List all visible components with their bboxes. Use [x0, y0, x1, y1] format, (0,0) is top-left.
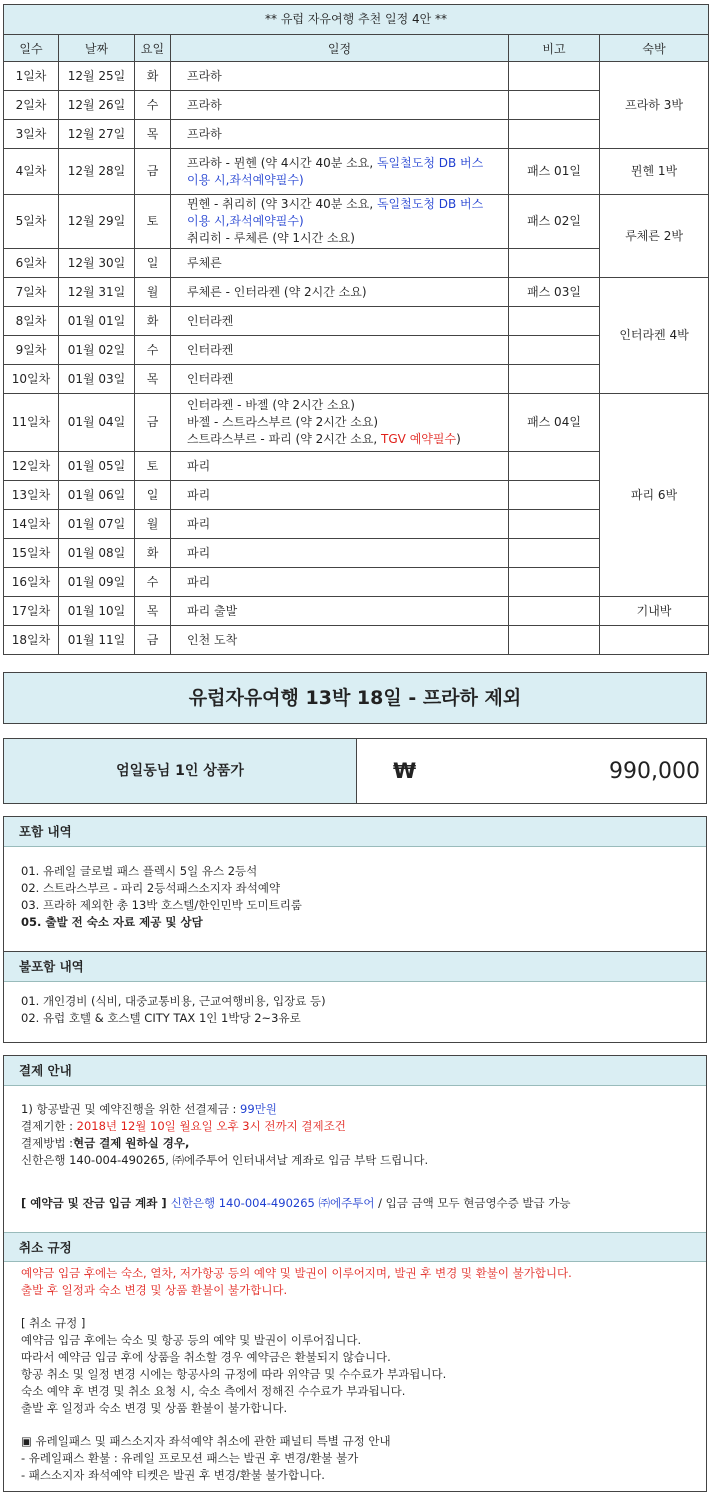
header-schedule: 일정 [171, 35, 509, 62]
note-cell: 패스 02일 [509, 195, 600, 249]
price-label: 엄일동님 1인 상품가 [4, 739, 357, 803]
payment-text: 1) 항공발권 및 예약진행을 위한 선결제금 : [21, 1102, 241, 1116]
schedule-cell: 파리 [171, 481, 509, 510]
schedule-cell: 루체른 [171, 249, 509, 278]
note-cell [509, 120, 600, 149]
note-cell [509, 249, 600, 278]
weekday-cell: 금 [135, 394, 171, 452]
schedule-cell [171, 149, 509, 195]
date-cell: 12월 26일 [59, 91, 135, 120]
day-cell: 2일차 [4, 91, 59, 120]
table-row [4, 626, 709, 655]
schedule-cell [171, 394, 509, 452]
note-cell: 패스 01일 [509, 149, 600, 195]
schedule-text: 뮌헨 - 취리히 (약 3시간 40분 소요, [187, 197, 377, 211]
payment-method: 현금 결제 원하실 경우, [72, 1136, 190, 1150]
table-row [4, 195, 709, 249]
weekday-cell: 화 [135, 539, 171, 568]
schedule-text: 바젤 - 스트라스부르 (약 2시간 소요) [187, 415, 379, 429]
note-cell: 패스 03일 [509, 278, 600, 307]
note-cell [509, 91, 600, 120]
payment-line [21, 1101, 689, 1118]
note-cell [509, 626, 600, 655]
table-row [4, 149, 709, 195]
date-cell: 01월 02일 [59, 336, 135, 365]
list-item: 01. 개인경비 (식비, 대중교통비용, 근교여행비용, 입장료 등) [21, 994, 326, 1008]
schedule-cell: 프라하 [171, 62, 509, 91]
day-cell: 8일차 [4, 307, 59, 336]
account-line [21, 1195, 689, 1212]
payment-heading: 결제 안내 [4, 1056, 706, 1086]
included-list [4, 847, 706, 951]
included-excluded-section [3, 816, 707, 1043]
header-stay: 숙박 [600, 35, 709, 62]
product-title: 유럽자유여행 13박 18일 - 프라하 제외 [3, 672, 707, 724]
weekday-cell: 일 [135, 249, 171, 278]
note-cell [509, 452, 600, 481]
schedule-text: 스트라스부르 - 파리 (약 2시간 소요, [187, 432, 382, 446]
deadline-text: 2018년 12월 10일 월요일 오후 3시 전까지 결제조건 [76, 1119, 346, 1133]
header-day: 일수 [4, 35, 59, 62]
stay-cell: 파리 6박 [600, 394, 709, 597]
schedule-text: 취리히 - 루체른 (약 1시간 소요) [187, 231, 355, 245]
weekday-cell: 월 [135, 278, 171, 307]
note-cell [509, 568, 600, 597]
day-cell: 4일차 [4, 149, 59, 195]
weekday-cell: 목 [135, 365, 171, 394]
day-cell: 1일차 [4, 62, 59, 91]
day-cell: 3일차 [4, 120, 59, 149]
cancel-rule: 항공 취소 및 일정 변경 시에는 항공사의 규정에 따라 위약금 및 수수료가 부과됩니다. [21, 1367, 447, 1381]
date-cell: 12월 25일 [59, 62, 135, 91]
cancel-warning: 예약금 입금 후에는 숙소, 열차, 저가항공 등의 예약 및 발권이 이루어지며, 발권 후 변경 및 환불이 불가합니다. [21, 1266, 572, 1280]
date-cell: 01월 11일 [59, 626, 135, 655]
account-note: / 입금 금액 모두 현금영수증 발급 가능 [374, 1196, 571, 1210]
date-cell: 01월 08일 [59, 539, 135, 568]
date-cell: 12월 29일 [59, 195, 135, 249]
payment-body [4, 1086, 706, 1232]
note-cell [509, 307, 600, 336]
weekday-cell: 금 [135, 626, 171, 655]
weekday-cell: 금 [135, 149, 171, 195]
cancel-warning: 출발 후 일정과 숙소 변경 및 상품 환불이 불가합니다. [21, 1283, 288, 1297]
header-row [4, 35, 709, 62]
cancel-body [4, 1262, 706, 1484]
included-heading: 포함 내역 [4, 817, 706, 847]
schedule-cell: 파리 [171, 568, 509, 597]
deposit-amount: 99만원 [240, 1102, 277, 1116]
note-cell [509, 365, 600, 394]
day-cell: 14일차 [4, 510, 59, 539]
list-item: 02. 유럽 호텔 & 호스텔 CITY TAX 1인 1박당 2~3유로 [21, 1011, 301, 1025]
table-row [4, 394, 709, 452]
list-item: 02. 스트라스부르 - 파리 2등석패스소지자 좌석예약 [21, 881, 281, 895]
date-cell: 01월 05일 [59, 452, 135, 481]
day-cell: 9일차 [4, 336, 59, 365]
note-cell [509, 336, 600, 365]
day-cell: 7일차 [4, 278, 59, 307]
payment-line: 신한은행 140-004-490265, ㈜에주투어 인터내셔날 계좌로 입금 부탁 드립니다. [21, 1153, 429, 1167]
itinerary-title: ** 유럽 자유여행 추천 일정 4안 ** [4, 5, 709, 35]
list-item: 03. 프라하 제외한 총 13박 호스텔/한인민박 도미트리룸 [21, 898, 302, 912]
cancel-rule: 예약금 입금 후에는 숙소 및 항공 등의 예약 및 발권이 이루어집니다. [21, 1333, 362, 1347]
header-date: 날짜 [59, 35, 135, 62]
stay-cell: 프라하 3박 [600, 62, 709, 149]
highlight-text: 독일철도청 DB 버스 [376, 197, 484, 211]
day-cell: 5일차 [4, 195, 59, 249]
payment-line [21, 1135, 689, 1152]
payment-text: 결제기한 : [21, 1119, 77, 1133]
schedule-text: ) [456, 432, 461, 446]
day-cell: 10일차 [4, 365, 59, 394]
schedule-cell: 프라하 [171, 91, 509, 120]
date-cell: 01월 01일 [59, 307, 135, 336]
list-item: 01. 유레일 글로벌 패스 플렉시 5일 유스 2등석 [21, 864, 258, 878]
date-cell: 01월 09일 [59, 568, 135, 597]
weekday-cell: 수 [135, 568, 171, 597]
stay-cell: 인터라켄 4박 [600, 278, 709, 394]
date-cell: 01월 10일 [59, 597, 135, 626]
note-cell: 패스 04일 [509, 394, 600, 452]
highlight-text: 독일철도청 DB 버스 [376, 155, 484, 170]
schedule-cell: 파리 [171, 510, 509, 539]
price-row [3, 738, 707, 804]
excluded-list [4, 982, 706, 1027]
weekday-cell: 월 [135, 510, 171, 539]
currency-symbol: ₩ [393, 759, 417, 783]
header-note: 비고 [509, 35, 600, 62]
penalty-rule: - 패스소지자 좌석예약 티켓은 발권 후 변경/환불 불가합니다. [21, 1468, 325, 1482]
table-row [4, 278, 709, 307]
date-cell: 01월 07일 [59, 510, 135, 539]
table-row [4, 597, 709, 626]
weekday-cell: 수 [135, 91, 171, 120]
weekday-cell: 화 [135, 62, 171, 91]
note-cell [509, 481, 600, 510]
price-value-box [357, 739, 706, 803]
stay-cell [600, 626, 709, 655]
weekday-cell: 목 [135, 120, 171, 149]
penalty-rule: ▣ 유레일패스 및 패스소지자 좌석예약 취소에 관한 패널티 특별 규정 안내 [21, 1434, 391, 1448]
excluded-heading: 불포함 내역 [4, 952, 706, 982]
warning-text: TGV 예약필수 [381, 432, 457, 446]
date-cell: 12월 31일 [59, 278, 135, 307]
day-cell: 12일차 [4, 452, 59, 481]
note-cell [509, 510, 600, 539]
cancel-rule: [ 취소 규정 ] [21, 1316, 86, 1330]
schedule-cell: 루체른 - 인터라켄 (약 2시간 소요) [171, 278, 509, 307]
cancel-heading: 취소 규정 [4, 1232, 706, 1262]
schedule-cell: 파리 출발 [171, 597, 509, 626]
day-cell: 18일차 [4, 626, 59, 655]
date-cell: 01월 04일 [59, 394, 135, 452]
schedule-cell: 인터라켄 [171, 336, 509, 365]
day-cell: 17일차 [4, 597, 59, 626]
date-cell: 12월 27일 [59, 120, 135, 149]
penalty-rule: - 유레일패스 환불 : 유레일 프로모션 패스는 발권 후 변경/환불 불가 [21, 1451, 359, 1465]
day-cell: 13일차 [4, 481, 59, 510]
stay-cell: 기내박 [600, 597, 709, 626]
cancel-rule: 따라서 예약금 입금 후에 상품을 취소할 경우 예약금은 환불되지 않습니다. [21, 1350, 391, 1364]
weekday-cell: 토 [135, 195, 171, 249]
stay-cell: 뮌헨 1박 [600, 149, 709, 195]
schedule-cell: 프라하 [171, 120, 509, 149]
day-cell: 11일차 [4, 394, 59, 452]
account-label: [ 예약금 및 잔금 입금 계좌 ] [21, 1196, 171, 1210]
note-cell [509, 597, 600, 626]
schedule-cell: 인천 도착 [171, 626, 509, 655]
weekday-cell: 목 [135, 597, 171, 626]
highlight-text: 이용 시,좌석예약필수) [187, 214, 304, 228]
itinerary-table [3, 4, 709, 655]
table-row [4, 62, 709, 91]
schedule-cell: 파리 [171, 452, 509, 481]
schedule-cell: 파리 [171, 539, 509, 568]
note-cell [509, 539, 600, 568]
price-amount: 990,000 [609, 758, 700, 784]
schedule-cell: 인터라켄 [171, 365, 509, 394]
account-number: 신한은행 140-004-490265 ㈜에주투어 [170, 1196, 375, 1210]
weekday-cell: 수 [135, 336, 171, 365]
itinerary-section [3, 4, 708, 655]
highlight-text: 이용 시,좌석예약필수) [187, 172, 304, 187]
header-weekday: 요일 [135, 35, 171, 62]
schedule-text: 프라하 - 뮌헨 (약 4시간 40분 소요, [187, 155, 377, 170]
date-cell: 12월 28일 [59, 149, 135, 195]
date-cell: 01월 03일 [59, 365, 135, 394]
day-cell: 15일차 [4, 539, 59, 568]
schedule-text: 인터라켄 - 바젤 (약 2시간 소요) [187, 398, 355, 412]
weekday-cell: 화 [135, 307, 171, 336]
date-cell: 12월 30일 [59, 249, 135, 278]
schedule-cell: 인터라켄 [171, 307, 509, 336]
list-item: 05. 출발 전 숙소 자료 제공 및 상담 [21, 915, 203, 929]
cancel-rule: 출발 후 일정과 숙소 변경 및 상품 환불이 불가합니다. [21, 1401, 288, 1415]
weekday-cell: 일 [135, 481, 171, 510]
payment-text: 결제방법 : [21, 1136, 73, 1150]
day-cell: 6일차 [4, 249, 59, 278]
date-cell: 01월 06일 [59, 481, 135, 510]
payment-cancel-section [3, 1055, 707, 1492]
day-cell: 16일차 [4, 568, 59, 597]
weekday-cell: 토 [135, 452, 171, 481]
cancel-rule: 숙소 예약 후 변경 및 취소 요청 시, 숙소 측에서 정해진 수수료가 부과됩니다. [21, 1384, 406, 1398]
schedule-cell [171, 195, 509, 249]
note-cell [509, 62, 600, 91]
payment-line [21, 1118, 689, 1135]
stay-cell: 루체른 2박 [600, 195, 709, 278]
